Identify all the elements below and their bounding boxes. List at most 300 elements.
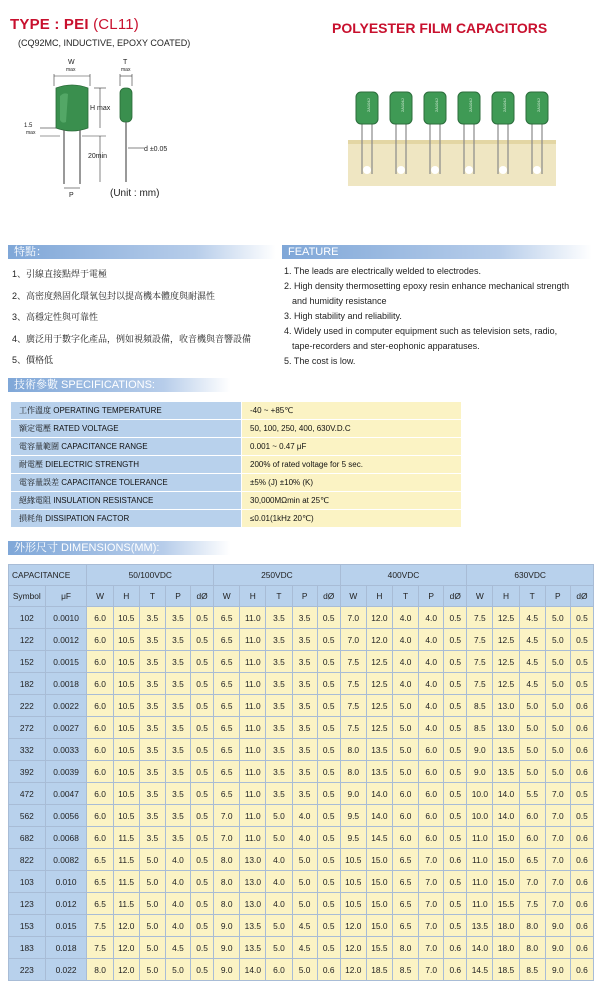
- dimension-cell: 4.0: [393, 651, 419, 673]
- tape-edge: [348, 140, 556, 144]
- dimension-cell: 12.5: [493, 651, 519, 673]
- dimension-cell: 4.0: [165, 871, 190, 893]
- dimension-cell: 4.0: [165, 915, 190, 937]
- dimension-subheader: H: [366, 586, 392, 607]
- dimension-cell: 0.5: [444, 827, 467, 849]
- dimension-cell: 14.5: [467, 959, 493, 981]
- dimension-subheader: W: [214, 586, 240, 607]
- dimension-cell: 4.5: [519, 629, 545, 651]
- specifications-table: [10, 401, 462, 528]
- dimension-cell: 11.5: [113, 871, 139, 893]
- uf-cell: 0.012: [45, 893, 87, 915]
- dimension-cell: 4.0: [292, 827, 317, 849]
- dimension-cell: 6.0: [419, 783, 444, 805]
- uf-cell: 0.0022: [45, 695, 87, 717]
- dimension-cell: 5.0: [545, 739, 570, 761]
- dimension-cell: 9.0: [467, 761, 493, 783]
- symbol-cell: 682: [9, 827, 46, 849]
- dimension-cell: 5.0: [165, 959, 190, 981]
- dimension-cell: 5.5: [519, 783, 545, 805]
- dimension-cell: 5.0: [139, 937, 165, 959]
- dimension-subheader: P: [292, 586, 317, 607]
- dimension-cell: 0.5: [191, 871, 214, 893]
- feature-en-line: 2. High density thermosetting epoxy resin enhance mechanical strength: [284, 281, 570, 291]
- dimension-cell: 8.0: [340, 739, 366, 761]
- feature-zh-item: 3、高穩定性與可靠性: [12, 312, 99, 322]
- spec-value: ≤0.01(1kHz 20℃): [242, 510, 462, 528]
- dimension-cell: 3.5: [139, 761, 165, 783]
- dimension-cell: 0.5: [191, 651, 214, 673]
- dimension-cell: 0.5: [317, 673, 340, 695]
- min-label: 20min: [88, 153, 108, 160]
- dimension-cell: 3.5: [139, 717, 165, 739]
- dimension-cell: 12.5: [366, 695, 392, 717]
- dimension-cell: 7.5: [519, 893, 545, 915]
- dimension-cell: 11.0: [240, 783, 266, 805]
- dimension-cell: 8.0: [87, 959, 113, 981]
- dimension-cell: 7.0: [545, 871, 570, 893]
- dimension-cell: 0.6: [570, 871, 593, 893]
- dimension-cell: 3.5: [165, 761, 190, 783]
- dimension-cell: 3.5: [165, 651, 190, 673]
- dimension-cell: 0.5: [317, 629, 340, 651]
- dimension-cell: 5.0: [393, 739, 419, 761]
- dimension-cell: 6.0: [87, 805, 113, 827]
- symbol-cell: 272: [9, 717, 46, 739]
- dimension-cell: 7.0: [545, 783, 570, 805]
- dimension-cell: 6.0: [87, 695, 113, 717]
- dimension-cell: 6.5: [214, 673, 240, 695]
- dimension-cell: 12.5: [366, 651, 392, 673]
- dimension-subheader: dØ: [191, 586, 214, 607]
- dimension-cell: 15.5: [493, 893, 519, 915]
- dimension-cell: 12.0: [366, 607, 392, 629]
- spec-value: 30,000MΩmin at 25℃: [242, 492, 462, 510]
- spec-key: 耐電壓 DIELECTRIC STRENGTH: [11, 456, 242, 474]
- dimension-cell: 5.0: [393, 695, 419, 717]
- dimension-cell: 4.0: [393, 673, 419, 695]
- dimension-cell: 6.0: [419, 827, 444, 849]
- dimension-cell: 4.0: [292, 805, 317, 827]
- symbol-cell: 122: [9, 629, 46, 651]
- dimension-cell: 0.5: [570, 651, 593, 673]
- dimension-cell: 0.5: [570, 673, 593, 695]
- voltage-group-header: 50/100VDC: [87, 565, 214, 586]
- dimension-cell: 13.0: [240, 849, 266, 871]
- spec-key: 電容量範圍 CAPACITANCE RANGE: [11, 438, 242, 456]
- dimension-cell: 5.0: [545, 673, 570, 695]
- symbol-cell: 153: [9, 915, 46, 937]
- dimension-row: [9, 739, 594, 761]
- dimension-cell: 0.5: [317, 805, 340, 827]
- dimension-cell: 0.5: [317, 651, 340, 673]
- dimension-cell: 4.0: [266, 893, 292, 915]
- dimension-cell: 0.5: [570, 607, 593, 629]
- dimension-cell: 13.5: [240, 915, 266, 937]
- h-max-label: H max: [90, 105, 111, 112]
- dimension-cell: 5.0: [292, 849, 317, 871]
- dimension-cell: 6.5: [214, 717, 240, 739]
- dimension-subheader: T: [139, 586, 165, 607]
- dimension-cell: 3.5: [139, 827, 165, 849]
- unit-label: (Unit : mm): [110, 188, 160, 199]
- symbol-cell: 822: [9, 849, 46, 871]
- dimension-cell: 5.0: [139, 893, 165, 915]
- dimension-cell: 5.0: [139, 915, 165, 937]
- dimension-cell: 3.5: [266, 651, 292, 673]
- dimension-cell: 10.5: [113, 695, 139, 717]
- dimension-cell: 18.0: [493, 915, 519, 937]
- dimension-cell: 8.0: [519, 915, 545, 937]
- dimension-cell: 3.5: [165, 783, 190, 805]
- dimension-cell: 7.0: [545, 893, 570, 915]
- dimension-cell: 0.6: [444, 959, 467, 981]
- dimension-cell: 3.5: [165, 673, 190, 695]
- dimension-row: [9, 827, 594, 849]
- symbol-cell: 223: [9, 959, 46, 981]
- dimension-cell: 0.6: [570, 739, 593, 761]
- spec-row: [11, 420, 462, 438]
- dimension-cell: 0.5: [444, 783, 467, 805]
- dimension-cell: 6.5: [214, 739, 240, 761]
- dimension-cell: 4.0: [165, 849, 190, 871]
- dimension-cell: 3.5: [165, 805, 190, 827]
- dimension-cell: 6.0: [266, 959, 292, 981]
- dimension-cell: 4.5: [292, 937, 317, 959]
- feature-en-item: [284, 264, 596, 279]
- dimension-cell: 12.0: [340, 915, 366, 937]
- dimension-cell: 13.5: [240, 937, 266, 959]
- feature-en-item: [284, 279, 596, 309]
- dimension-cell: 13.0: [493, 695, 519, 717]
- dimension-cell: 11.0: [240, 673, 266, 695]
- spec-row: [11, 474, 462, 492]
- dimension-row: [9, 673, 594, 695]
- dimension-cell: 7.0: [214, 827, 240, 849]
- dimension-cell: 6.5: [214, 629, 240, 651]
- dimension-cell: 7.5: [87, 937, 113, 959]
- capacitor-marking: 2A104J: [366, 98, 371, 112]
- dimension-cell: 12.0: [113, 959, 139, 981]
- uf-cell: 0.0082: [45, 849, 87, 871]
- dimension-cell: 15.0: [493, 849, 519, 871]
- dimension-cell: 0.5: [191, 695, 214, 717]
- dimension-cell: 18.5: [493, 959, 519, 981]
- dimension-cell: 0.6: [570, 915, 593, 937]
- dimension-cell: 0.5: [317, 893, 340, 915]
- tape-hole: [499, 166, 507, 174]
- dimension-cell: 4.0: [393, 607, 419, 629]
- uf-cell: 0.0033: [45, 739, 87, 761]
- dimension-cell: 5.0: [545, 607, 570, 629]
- uf-cell: 0.0056: [45, 805, 87, 827]
- dimension-cell: 5.0: [545, 651, 570, 673]
- dimension-cell: 5.0: [266, 915, 292, 937]
- symbol-cell: 102: [9, 607, 46, 629]
- dimension-cell: 10.5: [113, 717, 139, 739]
- type-description: (CQ92MC, INDUCTIVE, EPOXY COATED): [18, 38, 191, 48]
- dimension-cell: 5.0: [266, 805, 292, 827]
- dimension-cell: 0.5: [444, 673, 467, 695]
- dimension-cell: 11.0: [240, 695, 266, 717]
- dimension-cell: 11.5: [113, 849, 139, 871]
- dimension-cell: 3.5: [292, 673, 317, 695]
- dimension-cell: 13.5: [493, 761, 519, 783]
- dimension-cell: 6.5: [87, 849, 113, 871]
- dimension-cell: 0.5: [444, 607, 467, 629]
- spec-row: [11, 456, 462, 474]
- dimension-cell: 3.5: [266, 783, 292, 805]
- voltage-group-header: 630VDC: [467, 565, 594, 586]
- dimension-row: [9, 607, 594, 629]
- lead-bend-max: max: [26, 130, 36, 136]
- feature-zh-item: 5、價格低: [12, 355, 54, 365]
- dimension-cell: 9.0: [340, 783, 366, 805]
- dimension-cell: 3.5: [139, 607, 165, 629]
- dimension-cell: 0.5: [444, 761, 467, 783]
- dimension-cell: 3.5: [139, 629, 165, 651]
- feature-en-line: tape-recorders and ster-eophonic apparatuses.: [292, 341, 480, 351]
- feature-en-item: [284, 324, 596, 354]
- dimension-cell: 4.0: [393, 629, 419, 651]
- type-prefix: TYPE : PEI: [10, 16, 89, 33]
- dimension-cell: 10.5: [113, 673, 139, 695]
- symbol-header: Symbol: [9, 586, 46, 607]
- dimension-cell: 9.0: [214, 915, 240, 937]
- dimension-subheader: dØ: [444, 586, 467, 607]
- dimension-cell: 6.5: [87, 893, 113, 915]
- tape-hole: [465, 166, 473, 174]
- dimension-cell: 0.5: [317, 607, 340, 629]
- dimension-cell: 14.0: [366, 783, 392, 805]
- dimension-cell: 10.5: [340, 849, 366, 871]
- dimension-cell: 0.6: [570, 717, 593, 739]
- dimension-cell: 14.0: [493, 783, 519, 805]
- dimension-cell: 5.0: [519, 695, 545, 717]
- dimension-subheader: W: [87, 586, 113, 607]
- dimension-cell: 8.5: [467, 695, 493, 717]
- dimension-cell: 9.5: [340, 805, 366, 827]
- uf-cell: 0.022: [45, 959, 87, 981]
- dimension-cell: 7.0: [545, 805, 570, 827]
- symbol-cell: 103: [9, 871, 46, 893]
- dimension-cell: 5.0: [266, 937, 292, 959]
- dimension-cell: 0.5: [191, 915, 214, 937]
- dimension-cell: 8.5: [467, 717, 493, 739]
- dimension-cell: 11.0: [467, 893, 493, 915]
- dimension-cell: 6.5: [214, 761, 240, 783]
- spec-key: 損耗角 DISSIPATION FACTOR: [11, 510, 242, 528]
- uf-cell: 0.018: [45, 937, 87, 959]
- dimension-cell: 0.5: [444, 739, 467, 761]
- uf-cell: 0.0018: [45, 673, 87, 695]
- symbol-cell: 392: [9, 761, 46, 783]
- dimension-cell: 4.5: [519, 607, 545, 629]
- dimension-cell: 8.5: [393, 959, 419, 981]
- dimension-cell: 3.5: [165, 717, 190, 739]
- dimension-cell: 6.0: [87, 673, 113, 695]
- dimension-cell: 3.5: [292, 761, 317, 783]
- uf-cell: 0.015: [45, 915, 87, 937]
- dimension-cell: 4.0: [419, 717, 444, 739]
- dimension-cell: 15.5: [366, 937, 392, 959]
- dimension-cell: 14.0: [493, 805, 519, 827]
- dimension-row: [9, 717, 594, 739]
- dimension-cell: 9.0: [467, 739, 493, 761]
- dimension-cell: 4.5: [292, 915, 317, 937]
- dimension-cell: 10.5: [340, 871, 366, 893]
- capacitance-header: CAPACITANCE: [9, 565, 87, 586]
- dimension-cell: 8.0: [519, 937, 545, 959]
- uf-cell: 0.0068: [45, 827, 87, 849]
- symbol-cell: 182: [9, 673, 46, 695]
- symbol-cell: 562: [9, 805, 46, 827]
- feature-en-line: and humidity resistance: [292, 296, 387, 306]
- dimension-row: [9, 629, 594, 651]
- p-label: P: [69, 192, 74, 199]
- uf-header: μF: [45, 586, 87, 607]
- dimension-row: [9, 805, 594, 827]
- dimension-subheader: H: [240, 586, 266, 607]
- dimension-cell: 3.5: [139, 673, 165, 695]
- dimension-cell: 3.5: [266, 739, 292, 761]
- dimension-cell: 15.0: [366, 893, 392, 915]
- dimension-cell: 6.0: [393, 827, 419, 849]
- dimension-cell: 3.5: [266, 607, 292, 629]
- tape-hole: [533, 166, 541, 174]
- dimension-cell: 5.0: [292, 893, 317, 915]
- dimension-cell: 0.6: [570, 849, 593, 871]
- dimension-cell: 11.0: [240, 629, 266, 651]
- spec-value: 50, 100, 250, 400, 630V.D.C: [242, 420, 462, 438]
- feature-en-line: 3. High stability and reliability.: [284, 311, 402, 321]
- dimension-cell: 0.5: [317, 871, 340, 893]
- dimension-cell: 10.0: [467, 783, 493, 805]
- spec-row: [11, 402, 462, 420]
- dimension-cell: 6.0: [419, 739, 444, 761]
- dimension-cell: 11.0: [240, 717, 266, 739]
- dimension-cell: 0.5: [191, 739, 214, 761]
- spec-value: -40 ~ +85℃: [242, 402, 462, 420]
- dimension-cell: 6.0: [519, 805, 545, 827]
- dimension-cell: 4.5: [519, 651, 545, 673]
- dimension-cell: 18.0: [493, 937, 519, 959]
- dimension-cell: 7.5: [340, 673, 366, 695]
- dimension-subheader: P: [165, 586, 190, 607]
- dimension-cell: 5.0: [393, 761, 419, 783]
- features-en-bar: FEATURE: [282, 245, 592, 259]
- dimensions-bar: 外形尺寸 DIMENSIONS(MM):: [8, 541, 230, 555]
- spec-key: 電容量誤差 CAPACITANCE TOLERANCE: [11, 474, 242, 492]
- uf-cell: 0.0047: [45, 783, 87, 805]
- dimension-cell: 18.5: [366, 959, 392, 981]
- dimension-subheader: P: [419, 586, 444, 607]
- dimension-cell: 0.6: [444, 937, 467, 959]
- dimension-cell: 0.5: [191, 673, 214, 695]
- spec-key: 額定電壓 RATED VOLTAGE: [11, 420, 242, 438]
- dimension-row: [9, 893, 594, 915]
- dimension-cell: 5.0: [545, 695, 570, 717]
- dimension-cell: 12.5: [366, 717, 392, 739]
- dimension-cell: 6.5: [393, 849, 419, 871]
- dimension-cell: 0.5: [317, 695, 340, 717]
- dimension-cell: 6.0: [87, 761, 113, 783]
- dimension-cell: 8.0: [214, 871, 240, 893]
- dimension-cell: 7.5: [467, 673, 493, 695]
- spec-row: [11, 492, 462, 510]
- dimension-cell: 11.0: [467, 827, 493, 849]
- capacitor-marking: 2A104J: [400, 98, 405, 112]
- dimension-cell: 14.5: [366, 827, 392, 849]
- dimension-cell: 10.5: [113, 607, 139, 629]
- dimension-cell: 3.5: [292, 629, 317, 651]
- dimension-cell: 11.0: [240, 761, 266, 783]
- dimension-cell: 0.5: [570, 805, 593, 827]
- dimension-cell: 15.0: [366, 871, 392, 893]
- dimension-cell: 4.0: [266, 871, 292, 893]
- dimension-cell: 13.0: [493, 717, 519, 739]
- dimension-cell: 12.0: [113, 915, 139, 937]
- dimension-cell: 0.5: [191, 937, 214, 959]
- dimension-cell: 12.0: [366, 629, 392, 651]
- dimension-cell: 3.5: [292, 607, 317, 629]
- dimension-cell: 3.5: [292, 739, 317, 761]
- dimension-cell: 4.0: [419, 607, 444, 629]
- spec-key: 工作溫度 OPERATING TEMPERATURE: [11, 402, 242, 420]
- dimension-cell: 3.5: [292, 717, 317, 739]
- dimension-cell: 0.5: [444, 717, 467, 739]
- dimension-cell: 0.5: [191, 783, 214, 805]
- features-en-list: [284, 264, 596, 369]
- dimension-cell: 6.5: [214, 651, 240, 673]
- dimension-cell: 6.5: [214, 695, 240, 717]
- dimension-cell: 4.5: [519, 673, 545, 695]
- dimension-cell: 15.0: [366, 915, 392, 937]
- dimension-cell: 0.5: [317, 827, 340, 849]
- dimension-cell: 0.5: [317, 717, 340, 739]
- dimension-cell: 10.5: [113, 805, 139, 827]
- dimension-cell: 12.5: [493, 607, 519, 629]
- dimension-cell: 6.0: [87, 629, 113, 651]
- dimension-row: [9, 651, 594, 673]
- dimension-cell: 11.0: [240, 739, 266, 761]
- dimension-cell: 0.5: [317, 739, 340, 761]
- dimension-cell: 4.0: [266, 849, 292, 871]
- dimension-cell: 6.0: [393, 805, 419, 827]
- dimension-cell: 6.0: [419, 805, 444, 827]
- dimension-cell: 12.5: [493, 673, 519, 695]
- dimension-cell: 7.5: [340, 651, 366, 673]
- dimension-cell: 5.0: [519, 739, 545, 761]
- dimension-cell: 3.5: [266, 717, 292, 739]
- dimension-cell: 5.0: [139, 959, 165, 981]
- dimension-cell: 3.5: [292, 651, 317, 673]
- voltage-group-header: 400VDC: [340, 565, 467, 586]
- dimension-row: [9, 937, 594, 959]
- dimension-cell: 0.5: [191, 827, 214, 849]
- dimension-cell: 12.5: [493, 629, 519, 651]
- dimension-cell: 5.0: [266, 827, 292, 849]
- dimension-cell: 3.5: [165, 739, 190, 761]
- spec-row: [11, 510, 462, 528]
- dimension-cell: 7.0: [545, 849, 570, 871]
- dimension-cell: 15.0: [493, 827, 519, 849]
- dimension-row: [9, 871, 594, 893]
- dimension-cell: 6.0: [87, 827, 113, 849]
- feature-zh-item: 4、廣泛用于數字化產品，例如視頻設備，收音機與音響設備: [12, 333, 252, 344]
- dimension-cell: 7.0: [214, 805, 240, 827]
- dimension-cell: 6.5: [214, 783, 240, 805]
